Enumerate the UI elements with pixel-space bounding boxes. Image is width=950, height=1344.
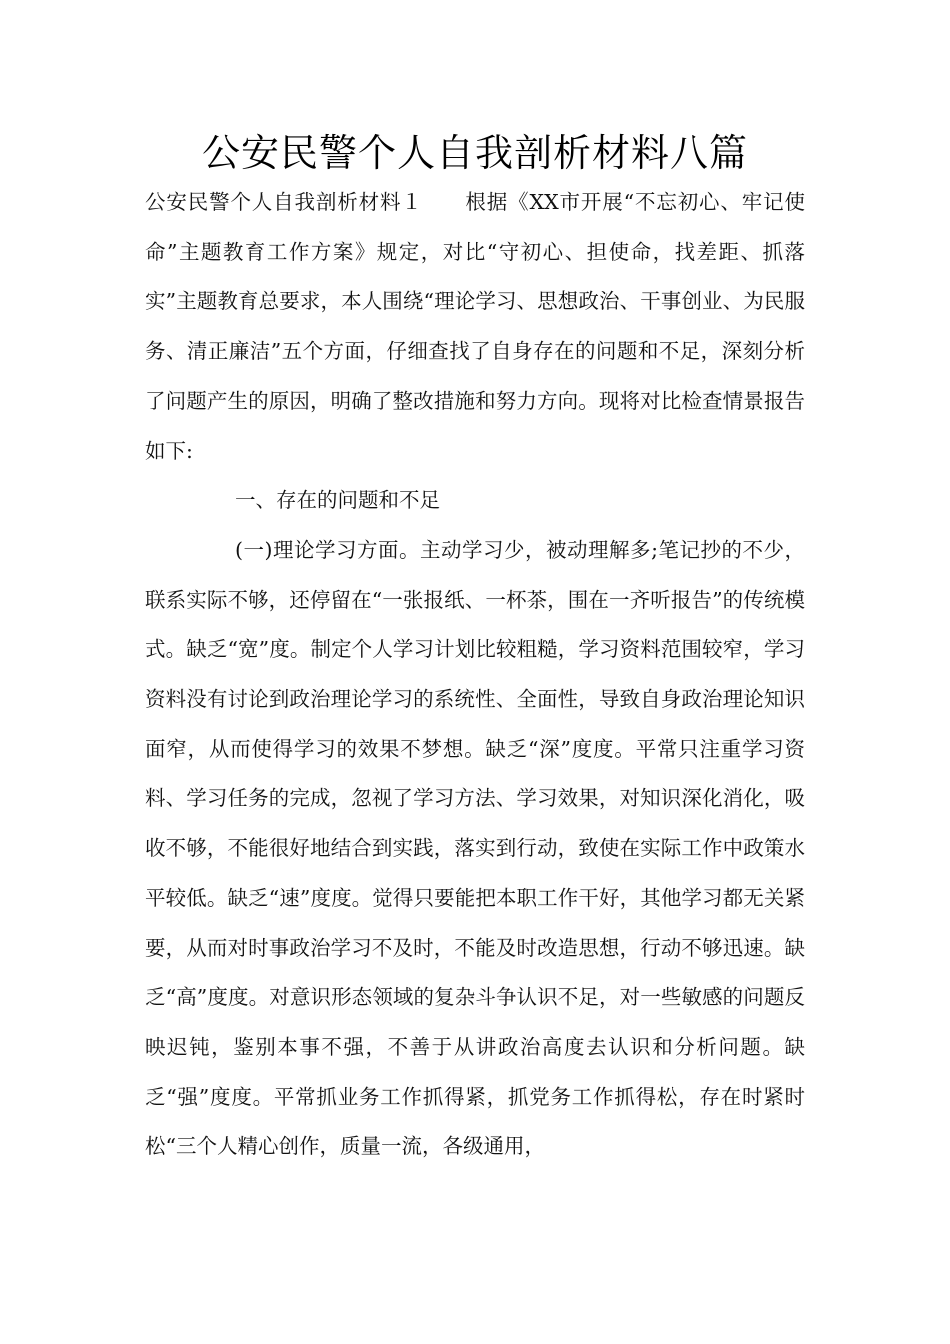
intro-paragraph: 公安民警个人自我剖析材料１ 根据《XX市开展“不忘初心、牢记使命”主题教育工作方案》规定，对比“守初心、担使命，找差距、抓落实”主题教育总要求，本人围绕“理论学习、思想政治、干事创业、为民服务、清正廉洁”五个方面，仔细查找了自身存在的问题和不足，深刻分析了问题产生的原因，明确了整改措施和努力方向。现将对比检查情景报告如下: bbox=[145, 190, 805, 463]
document-body bbox=[145, 178, 805, 1172]
document-title: 公安民警个人自我剖析材料八篇 bbox=[201, 131, 748, 175]
section-heading: 一、存在的问题和不足 bbox=[235, 488, 440, 513]
theory-study-paragraph: (一)理论学习方面。主动学习少，被动理解多;笔记抄的不少，联系实际不够，还停留在“一张报纸、一杯茶，围在一齐听报告”的传统模式。缺乏“宽”度。制定个人学习计划比较粗糙，学习资料范围较窄，学习资料没有讨论到政治理论学习的系统性、全面性，导致自身政治理论知识面窄，从而使得学习的效果不梦想。缺乏“深”度度。平常只注重学习资料、学习任务的完成，忽视了学习方法、学习效果，对知识深化消化，吸收不够，不能很好地结合到实践，落实到行动，致使在实际工作中政策水平较低。缺乏“速”度度。觉得只要能把本职工作干好，其他学习都无关紧要，从而对时事政治学习不及时，不能及时改造思想，行动不够迅速。缺乏“高”度度。对意识形态领域的复杂斗争认识不足，对一些敏感的问题反映迟钝，鉴别本事不强，不善于从讲政治高度去认识和分析问题。缺乏“强”度度。平常抓业务工作抓得紧，抓党务工作抓得松，存在时紧时松“三个人精心创作，质量一流，各级通用， bbox=[145, 537, 805, 1159]
